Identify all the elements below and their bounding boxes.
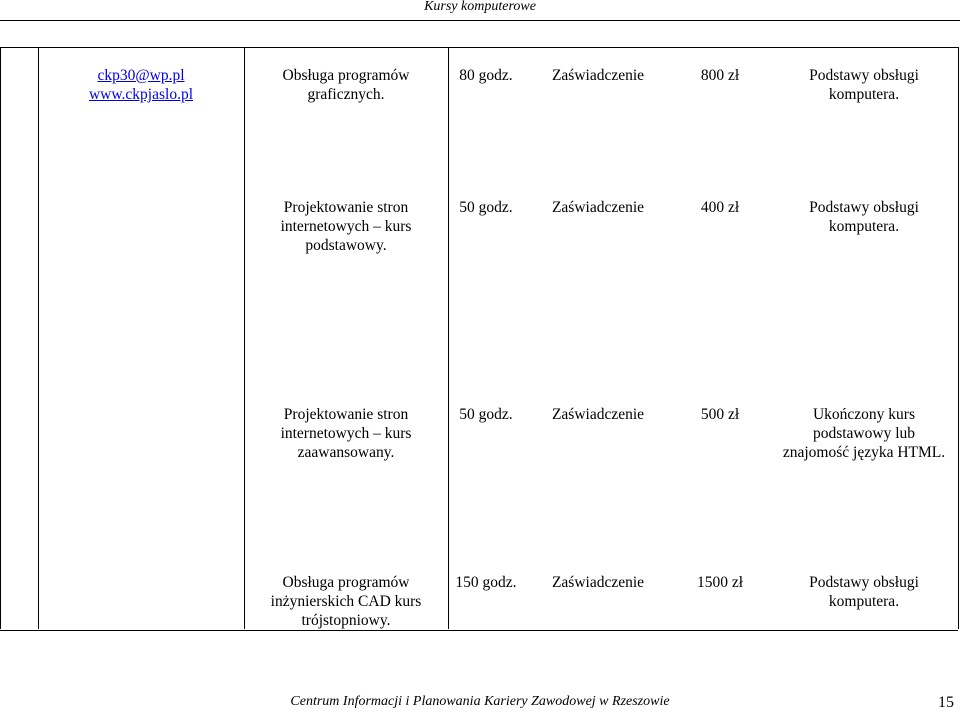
- course-name-line: Projektowanie stron: [283, 406, 409, 423]
- courses-table: [0, 47, 958, 631]
- header-title: Kursy komputerowe: [424, 0, 536, 14]
- requirements-line: komputera.: [828, 593, 900, 610]
- page-header: [0, 0, 960, 22]
- course-name-cell: [246, 573, 446, 630]
- course-name-cell: [246, 405, 446, 462]
- email-link[interactable]: ckp30@wp.pl: [97, 67, 185, 84]
- course-name-line: internetowych – kurs: [280, 218, 412, 235]
- contact-cell: [40, 66, 242, 104]
- price-cell: 800 zł: [700, 67, 740, 84]
- course-name-line: Projektowanie stron: [283, 199, 409, 216]
- certificate-cell: Zaświadczenie: [551, 574, 645, 591]
- requirements-line: komputera.: [828, 86, 900, 103]
- course-name-line: internetowych – kurs: [280, 425, 412, 442]
- table-border-right: [958, 47, 959, 629]
- certificate-cell: Zaświadczenie: [551, 406, 645, 423]
- requirements-line: podstawowy lub: [812, 425, 916, 442]
- requirements-line: komputera.: [828, 218, 900, 235]
- course-name-cell: [246, 66, 446, 104]
- price-cell: 500 zł: [700, 406, 740, 423]
- requirements-line: znajomość języka HTML.: [782, 444, 946, 461]
- course-name-cell: [246, 198, 446, 255]
- requirements-cell: [770, 405, 958, 462]
- website-link[interactable]: www.ckpjaslo.pl: [88, 86, 194, 103]
- course-name-line: trójstopniowy.: [301, 612, 391, 629]
- table-column-divider: [448, 47, 449, 629]
- price-cell: 400 zł: [700, 199, 740, 216]
- course-name-line: graficznych.: [307, 86, 385, 103]
- footer-text: Centrum Informacji i Planowania Kariery Zawodowej w Rzeszowie: [290, 694, 670, 709]
- table-column-divider: [244, 47, 245, 629]
- course-name-line: Obsługa programów: [282, 574, 410, 591]
- requirements-cell: [770, 573, 958, 611]
- requirements-cell: [770, 66, 958, 104]
- certificate-cell: Zaświadczenie: [551, 67, 645, 84]
- course-name-line: podstawowy.: [305, 237, 387, 254]
- table-border-left: [0, 47, 1, 629]
- course-name-line: zaawansowany.: [297, 444, 395, 461]
- requirements-cell: [770, 198, 958, 236]
- course-name-line: Obsługa programów: [282, 67, 410, 84]
- requirements-line: Podstawy obsługi: [809, 574, 919, 591]
- page-number: 15: [938, 694, 954, 711]
- requirements-line: Podstawy obsługi: [809, 67, 919, 84]
- price-cell: 1500 zł: [696, 574, 744, 591]
- hours-cell: 150 godz.: [455, 574, 517, 591]
- hours-cell: 50 godz.: [459, 406, 513, 423]
- certificate-cell: Zaświadczenie: [551, 199, 645, 216]
- requirements-line: Podstawy obsługi: [809, 199, 919, 216]
- hours-cell: 50 godz.: [459, 199, 513, 216]
- header-rule: [0, 20, 960, 21]
- course-name-line: inżynierskich CAD kurs: [270, 593, 422, 610]
- hours-cell: 80 godz.: [459, 67, 513, 84]
- table-column-divider: [38, 47, 39, 629]
- requirements-line: Ukończony kurs: [812, 406, 916, 423]
